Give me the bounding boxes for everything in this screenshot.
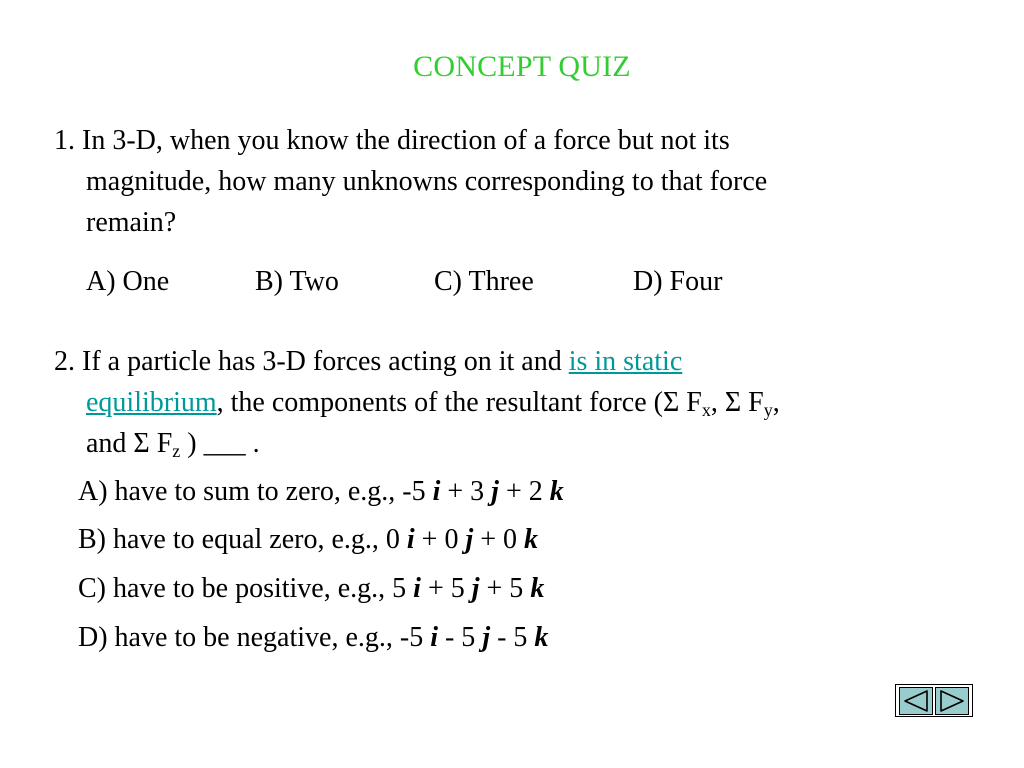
unit-k: k [530, 573, 545, 604]
question-1-line-3: remain? [86, 207, 177, 238]
answer-c [78, 573, 544, 605]
unit-k: k [549, 476, 564, 507]
unit-i: i [413, 573, 421, 604]
question-2 [54, 341, 964, 464]
unit-k: k [534, 622, 549, 653]
option-b: B) Two [255, 266, 339, 297]
question-2-line-2 [54, 382, 964, 423]
question-2-and: and Σ F [86, 428, 173, 459]
subscript-z: z [172, 441, 181, 461]
unit-j: j [465, 524, 474, 555]
question-2-prefix: 2. If a particle has 3-D forces acting on it and [54, 346, 569, 377]
answer-b-op2: + 0 [473, 524, 525, 555]
unit-j: j [482, 622, 491, 653]
unit-j: j [471, 573, 480, 604]
unit-j: j [491, 476, 499, 507]
page-title: CONCEPT QUIZ [413, 50, 631, 83]
answer-d-op1: - 5 [437, 622, 483, 653]
previous-slide-button[interactable] [899, 687, 933, 715]
unit-i: i [406, 524, 415, 555]
question-2-end: ) ___ . [180, 428, 260, 459]
answer-c-op1: + 5 [420, 573, 472, 604]
option-c: C) Three [434, 266, 534, 297]
answer-b-text: B) have to equal zero, e.g., 0 [78, 524, 407, 555]
unit-k: k [524, 524, 539, 555]
question-2-comma-2: , [772, 387, 780, 418]
subscript-y: y [763, 400, 773, 420]
answer-d [78, 622, 548, 654]
question-1 [54, 120, 954, 243]
subscript-x: x [701, 400, 711, 420]
question-1-line-2: magnitude, how many unknowns corresponding to that force [86, 166, 768, 197]
question-1-line-1: 1. In 3-D, when you know the direction of a force but not its [54, 125, 730, 156]
slide-navigation [895, 684, 973, 717]
answer-c-text: C) have to be positive, e.g., 5 [78, 573, 414, 604]
option-d: D) Four [633, 266, 723, 297]
answer-d-text: D) have to be negative, e.g., -5 [78, 622, 431, 653]
option-a: A) One [86, 266, 170, 297]
answer-d-op2: - 5 [490, 622, 535, 653]
static-equilibrium-link-part-1[interactable]: is in static [568, 346, 683, 377]
answer-b [78, 524, 538, 556]
answer-b-op1: + 0 [414, 524, 466, 555]
unit-i: i [432, 476, 441, 507]
answer-a [78, 476, 564, 508]
answer-a-text: A) have to sum to zero, e.g., -5 [78, 476, 433, 507]
question-2-line-3 [54, 423, 964, 464]
next-slide-button[interactable] [935, 687, 969, 715]
unit-i: i [430, 622, 438, 653]
question-2-mid: , the components of the resultant force (Σ F [216, 387, 702, 418]
question-2-comma-1: , Σ F [710, 387, 764, 418]
question-2-line-1 [54, 341, 964, 382]
answer-a-op2: + 2 [498, 476, 550, 507]
answer-c-op2: + 5 [479, 573, 531, 604]
static-equilibrium-link-part-2[interactable]: equilibrium [86, 387, 217, 418]
answer-a-op1: + 3 [440, 476, 492, 507]
